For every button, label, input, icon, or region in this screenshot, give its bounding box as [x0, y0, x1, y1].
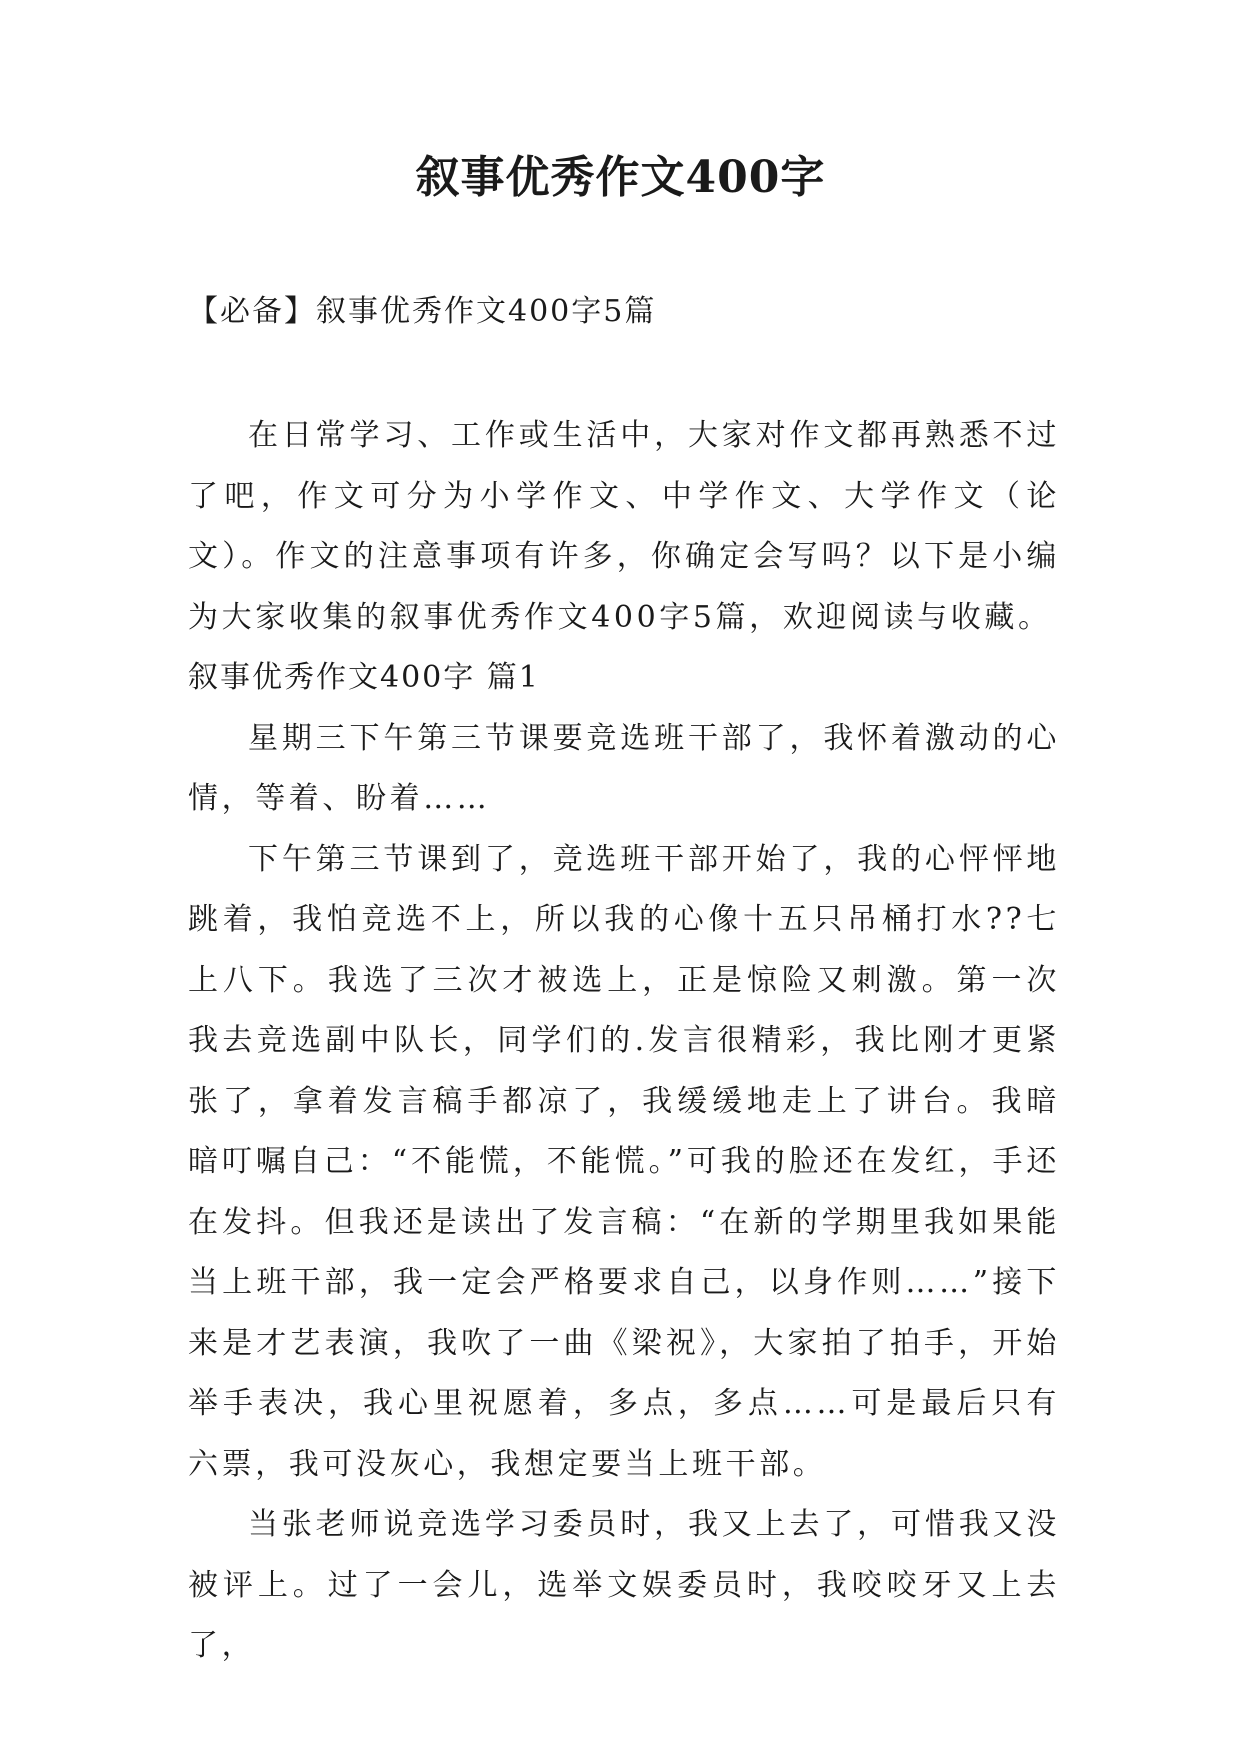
body-paragraph: 当张老师说竞选学习委员时，我又上去了，可惜我又没被评上。过了一会儿，选举文娱委员时，我咬咬牙又上去了，: [188, 1507, 1060, 1663]
body-paragraph: 下午第三节课到了，竞选班干部开始了，我的心怦怦地跳着，我怕竞选不上，所以我的心像十五只吊桶打水??七上八下。我选了三次才被选上，正是惊险又刺激。第一次我去竞选副中队长，同学们的.发言很精彩，我比刚才更紧张了，拿着发言稿手都凉了，我缓缓地走上了讲台。我暗暗叮嘱自己：“不能慌，不能慌。”可我的脸还在发红，手还在发抖。但我还是读出了发言稿：“在新的学期里我如果能当上班干部，我一定会严格要求自己，以身作则……”接下来是才艺表演，我吹了一曲《梁祝》，大家拍了拍手，开始举手表决，我心里祝愿着，多点，多点……可是最后只有六票，我可没灰心，我想定要当上班干部。: [188, 841, 1060, 1482]
body-paragraph: 星期三下午第三节课要竞选班干部了，我怀着激动的心情，等着、盼着……: [188, 720, 1060, 816]
intro-paragraph: 在日常学习、工作或生活中，大家对作文都再熟悉不过了吧，作文可分为小学作文、中学作文、大学作文（论文）。作文的注意事项有许多，你确定会写吗？以下是小编为大家收集的叙事优秀作文400字5篇，欢迎阅读与收藏。: [188, 418, 1060, 635]
section-heading: 叙事优秀作文400字 篇1: [188, 660, 540, 695]
document-body: [188, 406, 1060, 1677]
document-subtitle: 【必备】叙事优秀作文400字5篇: [188, 294, 657, 329]
document-title: 叙事优秀作文400字: [415, 152, 826, 203]
